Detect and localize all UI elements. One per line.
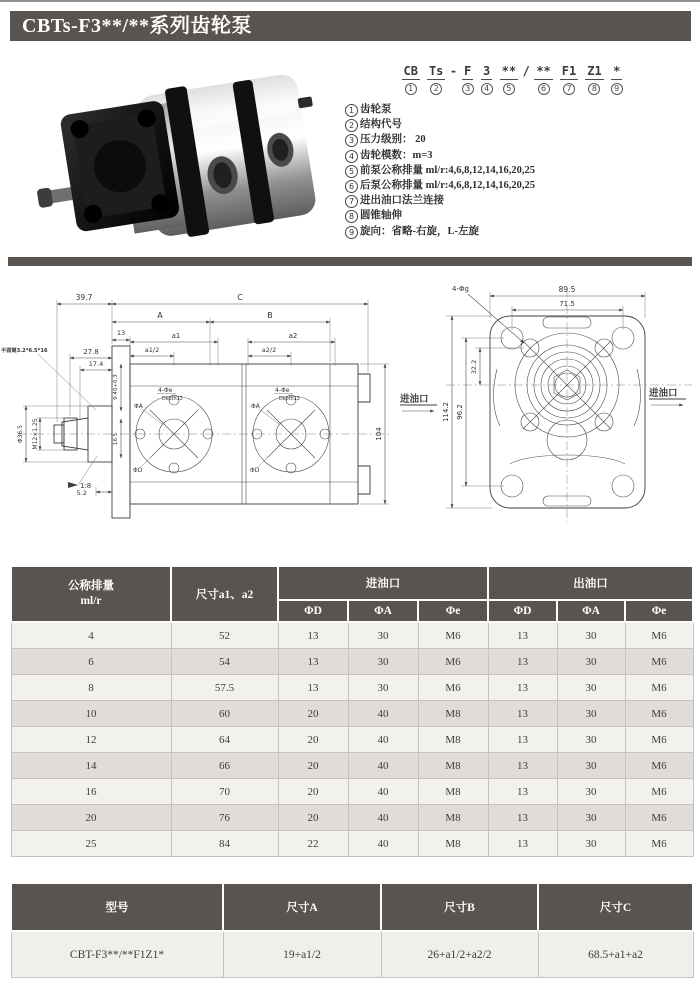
table-row: [11, 931, 693, 978]
spec-notes: [345, 102, 685, 239]
note-item: 4 齿轮模数：m=3: [345, 148, 685, 163]
dim-96-2: 96.2: [456, 404, 464, 420]
col-header-dimC: 尺寸C: [538, 883, 693, 931]
port-dD-label: ΦD: [250, 467, 260, 474]
dim-32-2: 32.2: [470, 359, 478, 375]
flange-view-drawing: [399, 285, 692, 522]
note-item: 9 旋向：省略-右旋，L-左旋: [345, 224, 685, 239]
dimension-drawings: [0, 274, 700, 536]
col-header-displacement: 公称排量 ml/r: [11, 566, 171, 622]
key-label: 半圆键3.2*6.5*16: [1, 348, 48, 354]
code-token: F 3: [462, 64, 474, 95]
inlet-label-right: 进油口: [649, 388, 678, 399]
dim-a1: a1: [171, 332, 181, 340]
col-group-inlet: 进油口: [278, 566, 488, 600]
top-rule: [0, 0, 700, 2]
dim-13: 13: [116, 329, 126, 337]
dim-a2: a2: [288, 332, 298, 340]
table-row: 20 76 20 40 M8 13 30 M6: [11, 805, 693, 831]
note-item: 6 后泵公称排量 ml/r:4,6,8,12,14,16,20,25: [345, 178, 685, 193]
table-row: 6 54 13 30 M6 13 30 M6: [11, 649, 693, 675]
port-holes-label: 4-Φe: [158, 387, 173, 394]
note-item: 1 齿轮泵: [345, 102, 685, 117]
dim-16-5: 16.5: [113, 432, 119, 446]
dim-A: A: [157, 311, 163, 320]
code-token: * 9: [611, 64, 623, 95]
table-row: 25 84 22 40 M8 13 30 M6: [11, 831, 693, 857]
dim-71-5: 71.5: [559, 300, 575, 308]
product-photo: [28, 62, 323, 257]
dim-89-5: 89.5: [558, 285, 576, 294]
dim-104: 104: [375, 427, 383, 441]
port-depth-label: Depth13: [279, 397, 300, 402]
table-row: 8 57.5 13 30 M6 13 30 M6: [11, 675, 693, 701]
code-token: CB 1: [403, 64, 418, 93]
col-header-dD: ΦD: [278, 600, 348, 622]
dim-114-2: 114.2: [442, 401, 450, 423]
dim-17-4: 17.4: [88, 360, 104, 368]
dim-C: C: [237, 293, 243, 302]
dim-27-8: 27.8: [83, 348, 99, 356]
model-cell: CBT-F3**/**F1Z1*: [11, 931, 223, 978]
col-header-de: Φe: [418, 600, 488, 622]
table-row: 14 66 20 40 M8 13 30 M6: [11, 753, 693, 779]
code-token: Ts 2: [428, 64, 444, 93]
holes-label: 4-Φg: [452, 285, 469, 293]
dim-a2-half: a2/2: [261, 346, 277, 354]
port-depth-label: Depth13: [162, 397, 183, 402]
code-separator: /: [522, 64, 530, 78]
port-dD-label: ΦD: [133, 467, 143, 474]
col-header-size: 尺寸a1、a2: [171, 566, 278, 622]
code-token: 3 4: [481, 64, 493, 95]
note-item: 3 压力级别： 20: [345, 132, 685, 147]
note-item: 2 结构代号: [345, 117, 685, 132]
dim-d36-5: Φ36.5: [17, 424, 24, 444]
col-group-outlet: 出油口: [488, 566, 693, 600]
taper-label: 1:8: [80, 482, 92, 490]
port-holes-label: 4-Φe: [275, 387, 290, 394]
dim-B: B: [267, 311, 273, 320]
note-item: 7 进出油口法兰连接: [345, 193, 685, 208]
note-item: 5 前泵公称排量 ml/r:4,6,8,12,14,16,20,25: [345, 163, 685, 178]
table-row: 16 70 20 40 M8 13 30 M6: [11, 779, 693, 805]
section-divider: [8, 257, 692, 266]
dimB-cell: 26+a1/2+a2/2: [381, 931, 538, 978]
code-token: Z1 8: [587, 64, 602, 93]
col-header-dimB: 尺寸B: [381, 883, 538, 931]
side-view-drawing: [1, 293, 392, 518]
page-title: CBTs-F3**/**系列齿轮泵: [10, 11, 691, 41]
dimC-cell: 68.5+a1+a2: [538, 931, 693, 978]
col-header-dD: ΦD: [488, 600, 557, 622]
inlet-label-left: 进油口: [400, 394, 429, 405]
dim-5-2: 5.2: [76, 489, 87, 497]
ordering-code: [398, 64, 626, 95]
code-token: ** 5: [501, 64, 517, 93]
col-header-dimA: 尺寸A: [223, 883, 381, 931]
note-item: 8 圆锥轴伸: [345, 208, 685, 223]
gear-pump-image: [28, 67, 323, 257]
dim-9-4: 9.40+0.3: [113, 374, 119, 400]
dimA-cell: 19+a1/2: [223, 931, 381, 978]
col-header-de: Φe: [625, 600, 693, 622]
code-token: F1 7: [561, 64, 577, 93]
port-dA-label: ΦA: [251, 403, 260, 410]
code-separator: -: [449, 64, 458, 78]
col-header-model: 型号: [11, 883, 223, 931]
table-row: 12 64 20 40 M8 13 30 M6: [11, 727, 693, 753]
table-row: 10 60 20 40 M8 13 30 M6: [11, 701, 693, 727]
spec-table: [10, 565, 694, 857]
dim-a1-half: a1/2: [144, 346, 160, 354]
port-dA-label: ΦA: [134, 403, 143, 410]
code-token: ** 6: [536, 64, 551, 93]
col-header-dA: ΦA: [557, 600, 625, 622]
table-row: 4 52 13 30 M6 13 30 M6: [11, 622, 693, 649]
thread-label: M12×1.25: [32, 418, 39, 450]
col-header-dA: ΦA: [348, 600, 418, 622]
dim-39-7: 39.7: [75, 293, 93, 302]
model-dimension-table: [10, 882, 694, 978]
